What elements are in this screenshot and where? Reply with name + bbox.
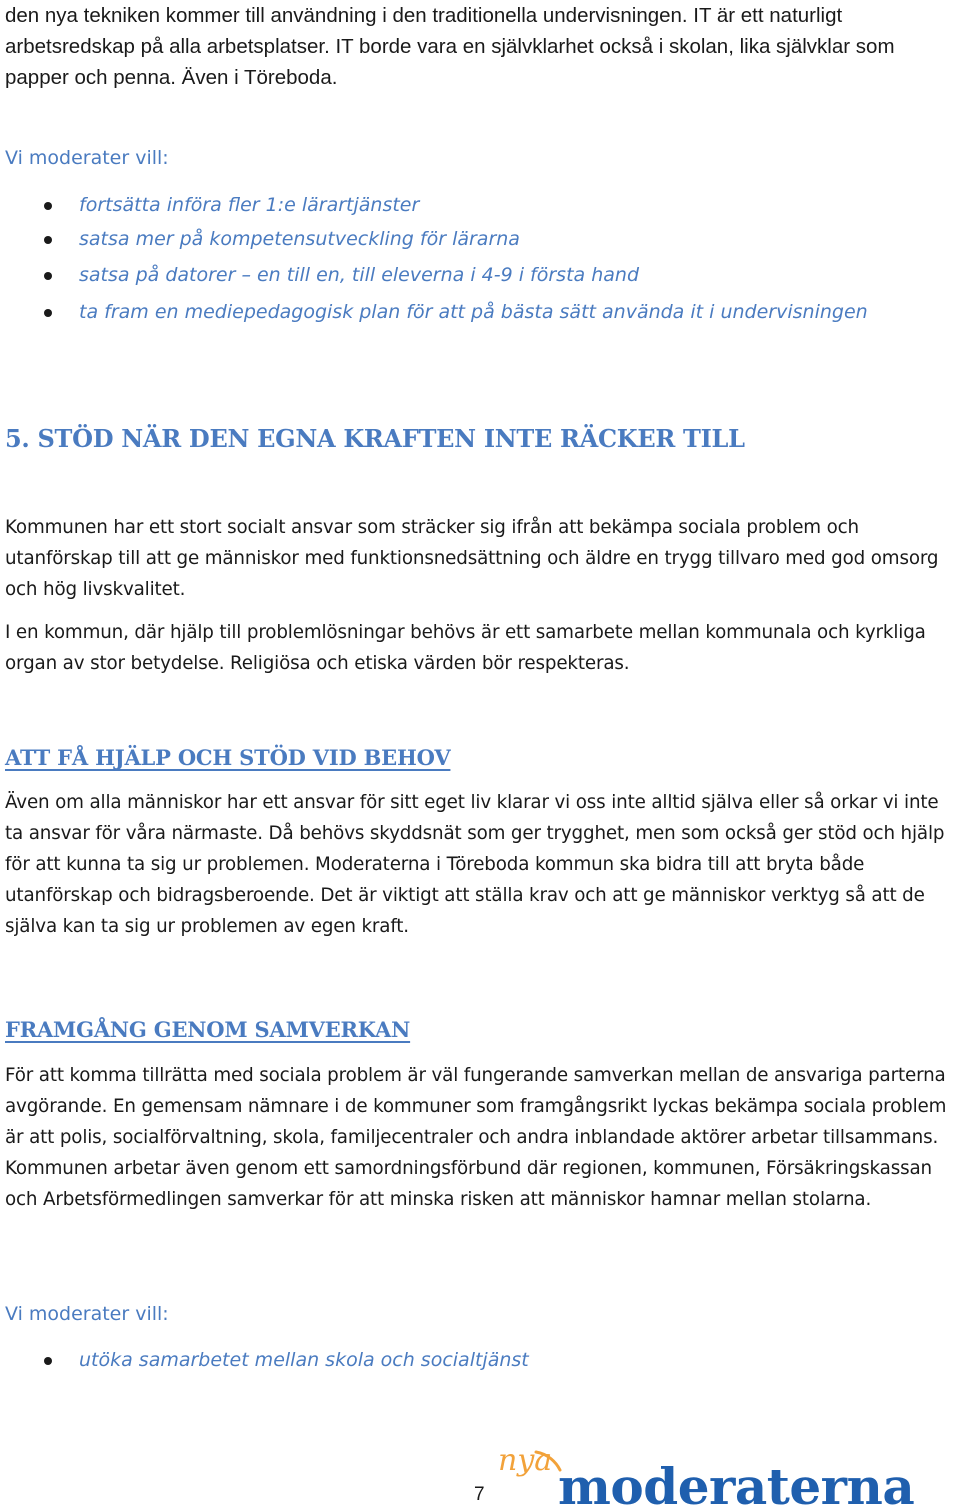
bullet-icon [44,309,52,317]
list-item: satsa på datorer – en till en, till eleverna i 4-9 i första hand [0,257,868,294]
social-goals-list [0,1344,529,1377]
list-item: satsa mer på kompetensutveckling för lärarna [0,222,868,257]
section-heading: 5. STÖD NÄR DEN EGNA KRAFTEN INTE RÄCKER TILL [5,424,745,453]
moderaterna-logo [496,1440,958,1508]
it-goals-list [0,189,868,331]
page-number: 7 [474,1484,485,1505]
intro-paragraph: den nya tekniken kommer till användning i den traditionella undervisningen. IT är ett naturligt arbetsredskap på alla arbetsplatser. IT borde vara en självklarhet också i skolan, lika självklar som papper och penna. Även i Töreboda. [5,4,895,89]
bullet-icon [44,202,52,210]
subsection-paragraph: Även om alla människor har ett ansvar för sitt eget liv klarar vi oss inte alltid själva eller så orkar vi inte ta ansvar för våra närmaste. Då behövs skyddsnät som ger trygghet, men som också ger stöd och hjälp för att kunna ta sig ur problemen. Moderaterna i Töreboda kommun ska bidra till att bryta både utanförskap och bidragsberoende. Det är viktigt att ställa krav och att ge människor verktyg så att de själva kan ta sig ur problemen av egen kraft. [5,792,945,937]
list-item: ta fram en mediepedagogisk plan för att på bästa sätt använda it i undervisningen [0,294,868,331]
moderates-want-label: Vi moderater vill: [5,147,169,169]
bullet-icon [44,236,52,244]
list-item: fortsätta införa fler 1:e lärartjänster [0,189,868,222]
section-paragraph: Kommunen har ett stort socialt ansvar som sträcker sig ifrån att bekämpa sociala problem och utanförskap till att ge människor med funktionsnedsättning och äldre en trygg tillvaro med god omsorg och hög livskvalitet. [5,517,939,600]
logo-moderaterna-text: moderaterna [558,1457,915,1508]
subsection-heading: ATT FÅ HJÄLP OCH STÖD VID BEHOV [5,745,451,770]
logo-nya-text: nya [498,1443,553,1478]
bullet-icon [44,1357,52,1365]
subsection-heading: FRAMGÅNG GENOM SAMVERKAN [5,1017,411,1042]
list-item: utöka samarbetet mellan skola och socialtjänst [0,1344,529,1377]
bullet-icon [44,272,52,280]
moderates-want-label: Vi moderater vill: [5,1303,169,1325]
subsection-paragraph: För att komma tillrätta med sociala problem är väl fungerande samverkan mellan de ansvariga parterna avgörande. En gemensam nämnare i de kommuner som framgångsrikt lyckas bekämpa sociala problem är att polis, socialförvaltning, skola, familjecentraler och andra inblandade aktörer arbetar tillsammans. Kommunen arbetar även genom ett samordningsförbund där regionen, kommunen, Försäkringskassan och Arbetsförmedlingen samverkar för att minska risken att människor hamnar mellan stolarna. [5,1065,947,1210]
section-paragraph: I en kommun, där hjälp till problemlösningar behövs är ett samarbete mellan kommunala och kyrkliga organ av stor betydelse. Religiösa och etiska värden bör respekteras. [5,622,926,674]
